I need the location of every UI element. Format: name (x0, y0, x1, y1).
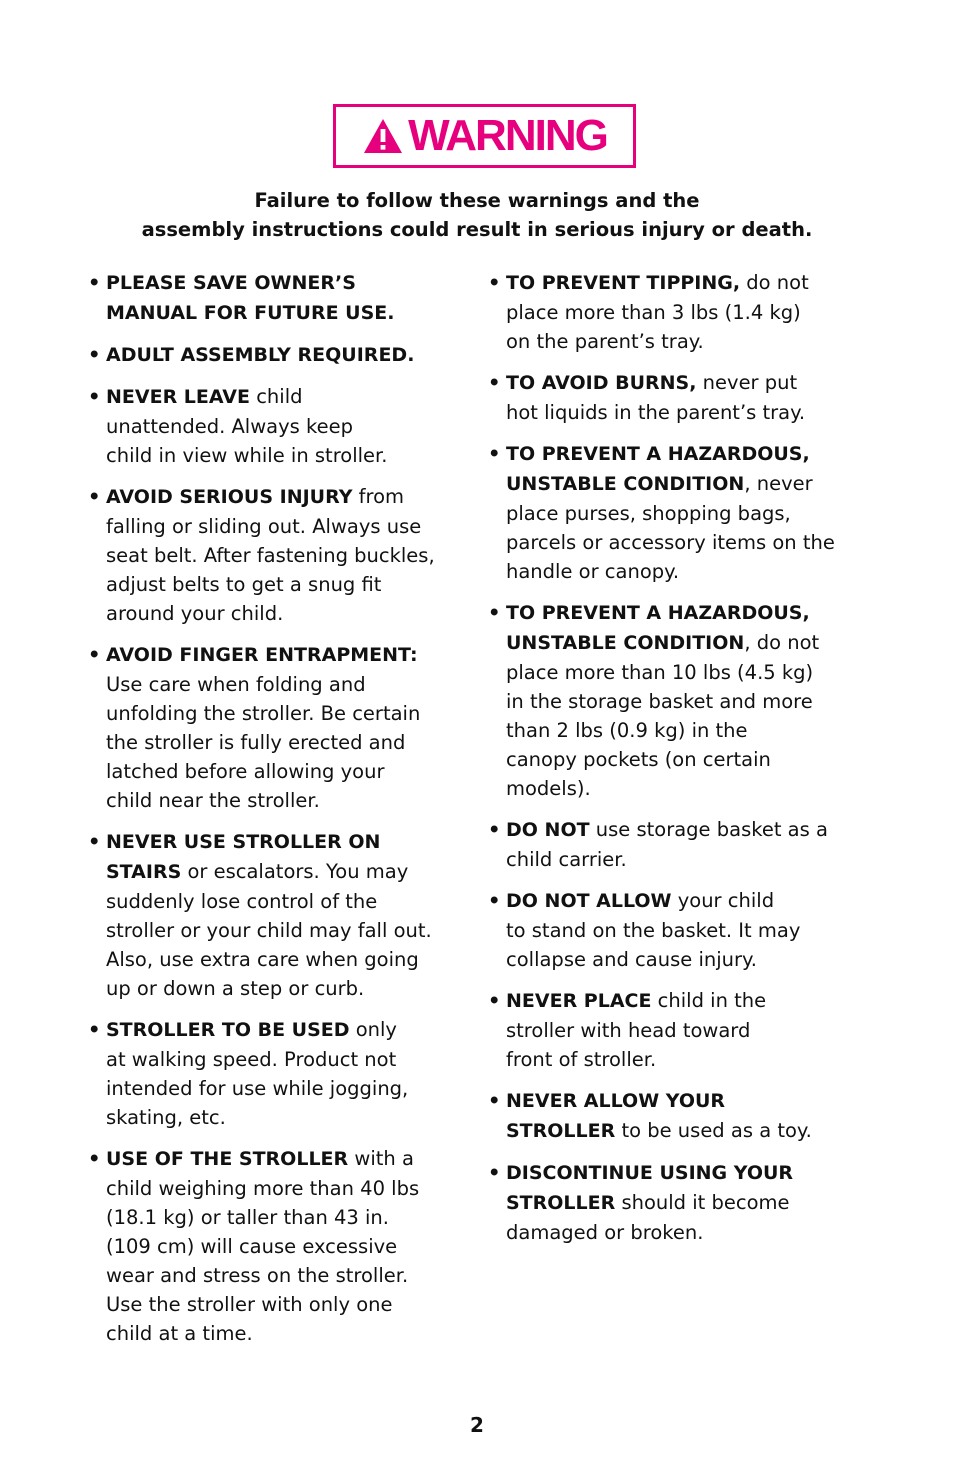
warning-text: up or down a step or curb. (106, 977, 365, 1000)
warning-text: than 2 lbs (0.9 kg) in the (506, 719, 748, 742)
warning-text: (109 cm) will cause excessive (106, 1235, 398, 1258)
warning-text: front of stroller. (506, 1048, 657, 1071)
warning-emphasis: STROLLER (506, 1120, 616, 1142)
bullet-icon: • (488, 271, 501, 294)
warning-item (88, 382, 468, 470)
warning-emphasis: NEVER ALLOW YOUR (506, 1090, 726, 1112)
warning-text: handle or canopy. (506, 560, 680, 583)
page-number: 2 (470, 1413, 484, 1437)
bullet-icon: • (88, 830, 101, 853)
warning-text: place purses, shopping bags, (506, 502, 791, 525)
warning-emphasis: TO PREVENT A HAZARDOUS, (506, 443, 810, 465)
warning-emphasis: ADULT ASSEMBLY REQUIRED. (106, 344, 415, 366)
warning-text: to stand on the basket. It may (506, 919, 801, 942)
bullet-icon: • (88, 485, 101, 508)
warning-title: WARNING (408, 111, 607, 160)
bullet-icon: • (88, 1147, 101, 1170)
bullet-icon: • (488, 1089, 501, 1112)
warning-text: use storage basket as a (589, 818, 828, 841)
warning-emphasis: NEVER LEAVE (106, 386, 250, 408)
warning-emphasis: AVOID FINGER ENTRAPMENT: (106, 644, 418, 666)
warning-emphasis: USE OF THE STROLLER (106, 1148, 349, 1170)
warning-text: damaged or broken. (506, 1221, 704, 1244)
right-warning-column (488, 268, 866, 1259)
warning-item (488, 268, 866, 356)
warning-text: models). (506, 777, 591, 800)
warning-emphasis: DISCONTINUE USING YOUR (506, 1162, 794, 1184)
warning-item (88, 1015, 468, 1132)
warning-text: from (352, 485, 405, 508)
warning-emphasis: NEVER PLACE (506, 990, 652, 1012)
warning-text: child weighing more than 40 lbs (106, 1177, 420, 1200)
warning-text: with a (348, 1147, 414, 1170)
warning-text: seat belt. After fastening buckles, (106, 544, 435, 567)
warning-triangle-icon (362, 117, 404, 155)
warning-text: stroller or your child may fall out. (106, 919, 432, 942)
warning-emphasis: STROLLER (506, 1192, 616, 1214)
warning-item (488, 598, 866, 803)
warning-text: collapse and cause injury. (506, 948, 757, 971)
warning-text: child in the (651, 989, 767, 1012)
warning-text: the stroller is fully erected and (106, 731, 406, 754)
warning-text: falling or sliding out. Always use (106, 515, 422, 538)
bullet-icon: • (488, 442, 501, 465)
warning-text: parcels or accessory items on the (506, 531, 835, 554)
warning-text: Use care when folding and (106, 673, 366, 696)
warning-text: or escalators. You may (181, 860, 409, 883)
warning-emphasis: STROLLER TO BE USED (106, 1019, 350, 1041)
warning-text: hot liquids in the parent’s tray. (506, 401, 806, 424)
warning-text: suddenly lose control of the (106, 890, 378, 913)
warning-text: adjust belts to get a snug fit (106, 573, 382, 596)
warning-text: around your child. (106, 602, 284, 625)
warning-item (488, 368, 866, 427)
warning-emphasis: UNSTABLE CONDITION (506, 473, 745, 495)
warning-text: stroller with head toward (506, 1019, 751, 1042)
warning-text: to be used as a toy. (615, 1119, 812, 1142)
warning-emphasis: PLEASE SAVE OWNER’S (106, 272, 356, 294)
warning-text: canopy pockets (on certain (506, 748, 771, 771)
warning-item (88, 827, 468, 1003)
warning-text: , do not (744, 631, 820, 654)
warning-emphasis: DO NOT ALLOW (506, 890, 672, 912)
bullet-icon: • (88, 643, 101, 666)
warning-emphasis: NEVER USE STROLLER ON (106, 831, 381, 853)
warning-text: child in view while in stroller. (106, 444, 388, 467)
bullet-icon: • (88, 1018, 101, 1041)
bullet-icon: • (88, 271, 101, 294)
bullet-icon: • (88, 385, 101, 408)
warning-text: place more than 3 lbs (1.4 kg) (506, 301, 801, 324)
warning-text: never put (696, 371, 798, 394)
warning-text: , never (744, 472, 813, 495)
intro-statement (60, 186, 894, 244)
warning-item (488, 886, 866, 974)
bullet-icon: • (88, 343, 101, 366)
left-warning-column (88, 268, 468, 1360)
warning-text: (18.1 kg) or taller than 43 in. (106, 1206, 389, 1229)
warning-emphasis: MANUAL FOR FUTURE USE. (106, 302, 395, 324)
warning-banner (333, 104, 636, 168)
warning-text: in the storage basket and more (506, 690, 813, 713)
bullet-icon: • (488, 989, 501, 1012)
warning-text: child carrier. (506, 848, 627, 871)
warning-emphasis: UNSTABLE CONDITION (506, 632, 745, 654)
warning-text: wear and stress on the stroller. (106, 1264, 409, 1287)
warning-text: Use the stroller with only one (106, 1293, 393, 1316)
warning-item (488, 986, 866, 1074)
warning-item (488, 815, 866, 874)
warning-text: child at a time. (106, 1322, 253, 1345)
bullet-icon: • (488, 889, 501, 912)
intro-line: Failure to follow these warnings and the (254, 189, 700, 212)
warning-item (488, 1086, 866, 1146)
warning-text: place more than 10 lbs (4.5 kg) (506, 661, 814, 684)
warning-emphasis: STAIRS (106, 861, 182, 883)
warning-text: unfolding the stroller. Be certain (106, 702, 421, 725)
warning-item (88, 482, 468, 628)
warning-item (488, 439, 866, 586)
warning-text: on the parent’s tray. (506, 330, 704, 353)
warning-emphasis: TO PREVENT TIPPING, (506, 272, 741, 294)
warning-text: intended for use while jogging, (106, 1077, 409, 1100)
bullet-icon: • (488, 818, 501, 841)
warning-text: your child (671, 889, 775, 912)
warning-emphasis: DO NOT (506, 819, 590, 841)
warning-text: only (349, 1018, 397, 1041)
warning-item (488, 1158, 866, 1247)
warning-text: Also, use extra care when going (106, 948, 419, 971)
warning-item (88, 268, 468, 328)
warning-text: unattended. Always keep (106, 415, 353, 438)
bullet-icon: • (488, 601, 501, 624)
warning-item (88, 340, 468, 370)
warning-text: do not (740, 271, 809, 294)
warning-text: skating, etc. (106, 1106, 226, 1129)
warning-item (88, 640, 468, 815)
warning-emphasis: TO AVOID BURNS, (506, 372, 697, 394)
warning-text: latched before allowing your (106, 760, 385, 783)
intro-line: assembly instructions could result in serious injury or death. (141, 218, 813, 241)
warning-emphasis: TO PREVENT A HAZARDOUS, (506, 602, 810, 624)
warning-text: at walking speed. Product not (106, 1048, 397, 1071)
bullet-icon: • (488, 1161, 501, 1184)
warning-emphasis: AVOID SERIOUS INJURY (106, 486, 353, 508)
warning-text: child (250, 385, 303, 408)
warning-text: child near the stroller. (106, 789, 320, 812)
bullet-icon: • (488, 371, 501, 394)
warning-text: should it become (615, 1191, 790, 1214)
warning-item (88, 1144, 468, 1348)
